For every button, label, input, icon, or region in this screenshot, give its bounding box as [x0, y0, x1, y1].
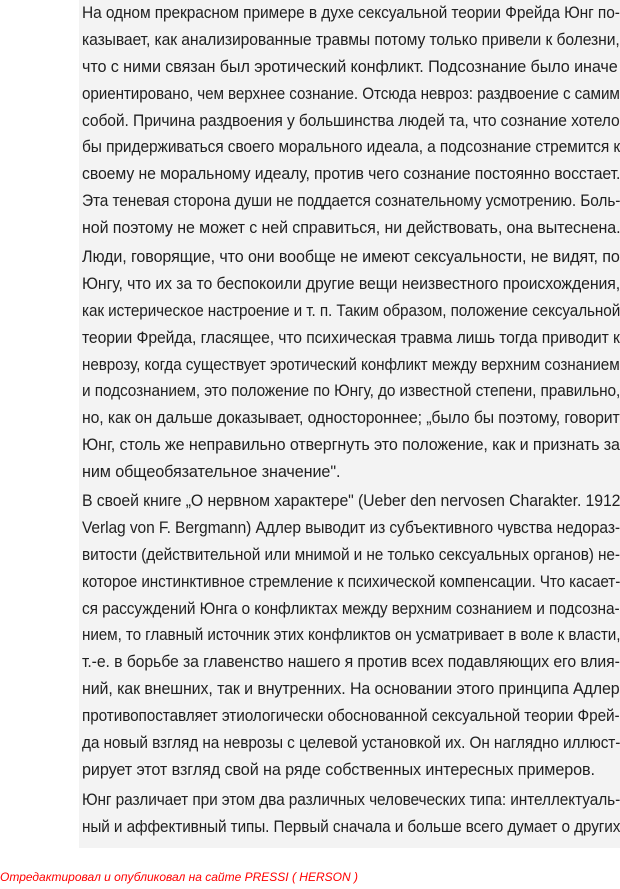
- text-line: казывает, как анализированные травмы потому только привели к болезни,: [82, 30, 620, 49]
- text-line: что с ними связан был эротический конфликт. Подсознание было иначе: [82, 57, 618, 76]
- text-line: да новый взгляд на неврозы с целевой установкой их. Он наглядно иллюст-: [82, 734, 620, 753]
- text-line: неврозу, когда существует эротический конфликт между верхним сознанием: [82, 355, 620, 374]
- text-line: ний, как внешних, так и внутренних. На основании этого принципа Адлер: [82, 680, 620, 699]
- text-line: Юнг, столь же неправильно отвергнуть это положение, как и признать за: [82, 436, 620, 455]
- text-line: ориентировано, чем верхнее сознание. Отсюда невроз: раздвоение с самим: [82, 84, 620, 103]
- paragraph-3: [79, 488, 620, 784]
- paragraph-4: [79, 787, 620, 841]
- text-line: как истерическое настроение и т. п. Таким образом, положение сексуальной: [82, 301, 620, 320]
- text-line: т.-е. в борьбе за главенство нашего я против всех подавляющих его влия-: [82, 653, 620, 672]
- text-line: нием, то главный источник этих конфликтов он усматривает в воле к власти,: [82, 626, 620, 645]
- text-line: ной поэтому не может с ней справиться, ни действовать, она вытеснена.: [82, 219, 620, 238]
- text-line: Эта теневая сторона души не поддается сознательному усмотрению. Боль-: [82, 192, 620, 211]
- text-line: которое инстинктивное стремление к психической компенсации. Что касает-: [82, 572, 620, 591]
- text-line: и подсознанием, это положение по Юнгу, до известной степени, правильно,: [82, 382, 620, 401]
- text-line: своему не моральному идеалу, против чего сознание постоянно восстает.: [82, 165, 620, 184]
- text-line: Люди, говорящие, что они вообще не имеют сексуальности, не видят, по: [82, 248, 620, 266]
- text-line: противопоставляет этиологически обоснованной сексуальной теории Фрей-: [82, 707, 620, 726]
- text-line: ним общеобязательное значение".: [82, 463, 341, 482]
- text-line: теории Фрейда, гласящее, что психическая травма лишь тогда приводит к: [82, 328, 620, 347]
- text-line: бы придерживаться своего морального идеала, а подсознание стремится к: [82, 138, 620, 157]
- text-line: рирует этот взгляд свой на ряде собственных интересных примеров.: [82, 760, 595, 779]
- text-line: ся рассуждений Юнга о конфликтах между верхним сознанием и подсозна-: [82, 599, 620, 618]
- text-line: Юнг различает при этом два различных человеческих типа: интеллектуаль-: [82, 791, 620, 809]
- publisher-footer: Отредактировал и опубликовал на сайте PRESSI ( HERSON ): [0, 870, 358, 884]
- text-line: Юнгу, что их за то беспокоили другие вещи неизвестного происхождения,: [82, 274, 620, 293]
- text-line: В своей книге „О нервном характере" (Ueber den nervosen Charakter. 1912: [82, 492, 620, 510]
- text-line: На одном прекрасном примере в духе сексуальной теории Фрейда Юнг по-: [82, 4, 620, 22]
- text-line: витости (действительной или мнимой и не только сексуальных органов) не-: [82, 545, 620, 564]
- document-page: [79, 0, 620, 848]
- text-line: ный и аффективный типы. Первый сначала и больше всего думает о других: [82, 817, 620, 836]
- paragraph-2: [79, 244, 620, 486]
- text-line: но, как он дальше доказывает, одностороннее; „было бы поэтому, говорит: [82, 409, 620, 428]
- text-line: собой. Причина раздвоения у большинства людей та, что сознание хотело: [82, 111, 620, 130]
- text-line: Verlag von F. Bergmann) Адлер выводит из субъективного чувства недораз-: [82, 518, 620, 537]
- paragraph-1: [79, 0, 620, 242]
